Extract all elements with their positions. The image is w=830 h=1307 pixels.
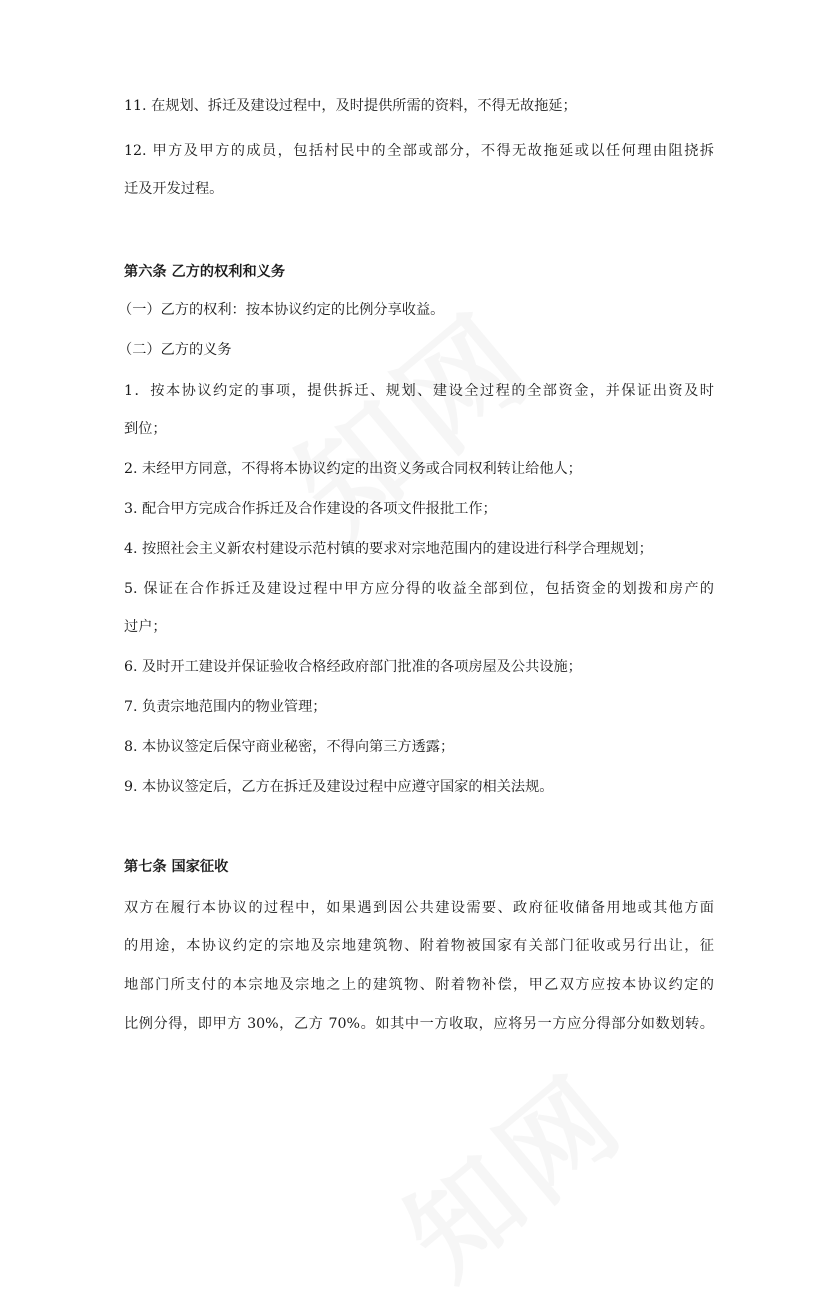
section7-title: 第七条 国家征收: [124, 859, 229, 875]
watermark-bottom: [367, 1031, 652, 1306]
duty-item-3: 3. 配合甲方完成合作拆迁及合作建设的各项文件报批工作；: [124, 501, 497, 517]
duty-item-5-cont: 过户；: [124, 619, 167, 635]
duty-item-2: 2. 未经甲方同意，不得将本协议约定的出资义务或合同权利转让给他人；: [124, 461, 582, 477]
section6-rights: （一）乙方的权利：按本协议约定的比例分享收益。: [118, 302, 445, 318]
duty-item-5: 5. 保证在合作拆迁及建设过程中甲方应分得的收益全部到位，包括资金的划拨和房产的: [124, 581, 714, 597]
duty-item-7: 7. 负责宗地范围内的物业管理；: [124, 699, 327, 715]
section6-title: 第六条 乙方的权利和义务: [124, 264, 286, 280]
duty-item-1: 1．按本协议约定的事项，提供拆迁、规划、建设全过程的全部资金，并保证出资及时: [124, 383, 714, 399]
duty-item-4: 4. 按照社会主义新农村建设示范村镇的要求对宗地范围内的建设进行科学合理规划；: [124, 541, 653, 557]
clause-item-12: 12. 甲方及甲方的成员，包括村民中的全部或部分，不得无故拖延或以任何理由阻挠拆: [124, 143, 714, 159]
duty-item-1-cont: 到位；: [124, 421, 167, 437]
clause-item-11: 11. 在规划、拆迁及建设过程中，及时提供所需的资料，不得无故拖延；: [124, 98, 577, 114]
duty-item-9: 9. 本协议签定后，乙方在拆迁及建设过程中应遵守国家的相关法规。: [124, 779, 554, 795]
section7-line-3: 地部门所支付的本宗地及宗地之上的建筑物、附着物补偿，甲乙双方应按本协议约定的: [124, 977, 714, 993]
section7-line-4: 比例分得，即甲方 30%，乙方 70%。如其中一方收取，应将另一方应分得部分如数划转。: [124, 1016, 714, 1032]
duty-item-8: 8. 本协议签定后保守商业秘密，不得向第三方透露；: [124, 739, 455, 755]
section7-line-2: 的用途，本协议约定的宗地及宗地建筑物、附着物被国家有关部门征收或另行出让，征: [124, 938, 714, 954]
clause-item-12-cont: 迁及开发过程。: [124, 181, 224, 197]
section6-duties-title: （二）乙方的义务: [118, 342, 232, 358]
section7-line-1: 双方在履行本协议的过程中，如果遇到因公共建设需要、政府征收储备用地或其他方面: [124, 900, 714, 916]
duty-item-6: 6. 及时开工建设并保证验收合格经政府部门批准的各项房屋及公共设施；: [124, 659, 582, 675]
